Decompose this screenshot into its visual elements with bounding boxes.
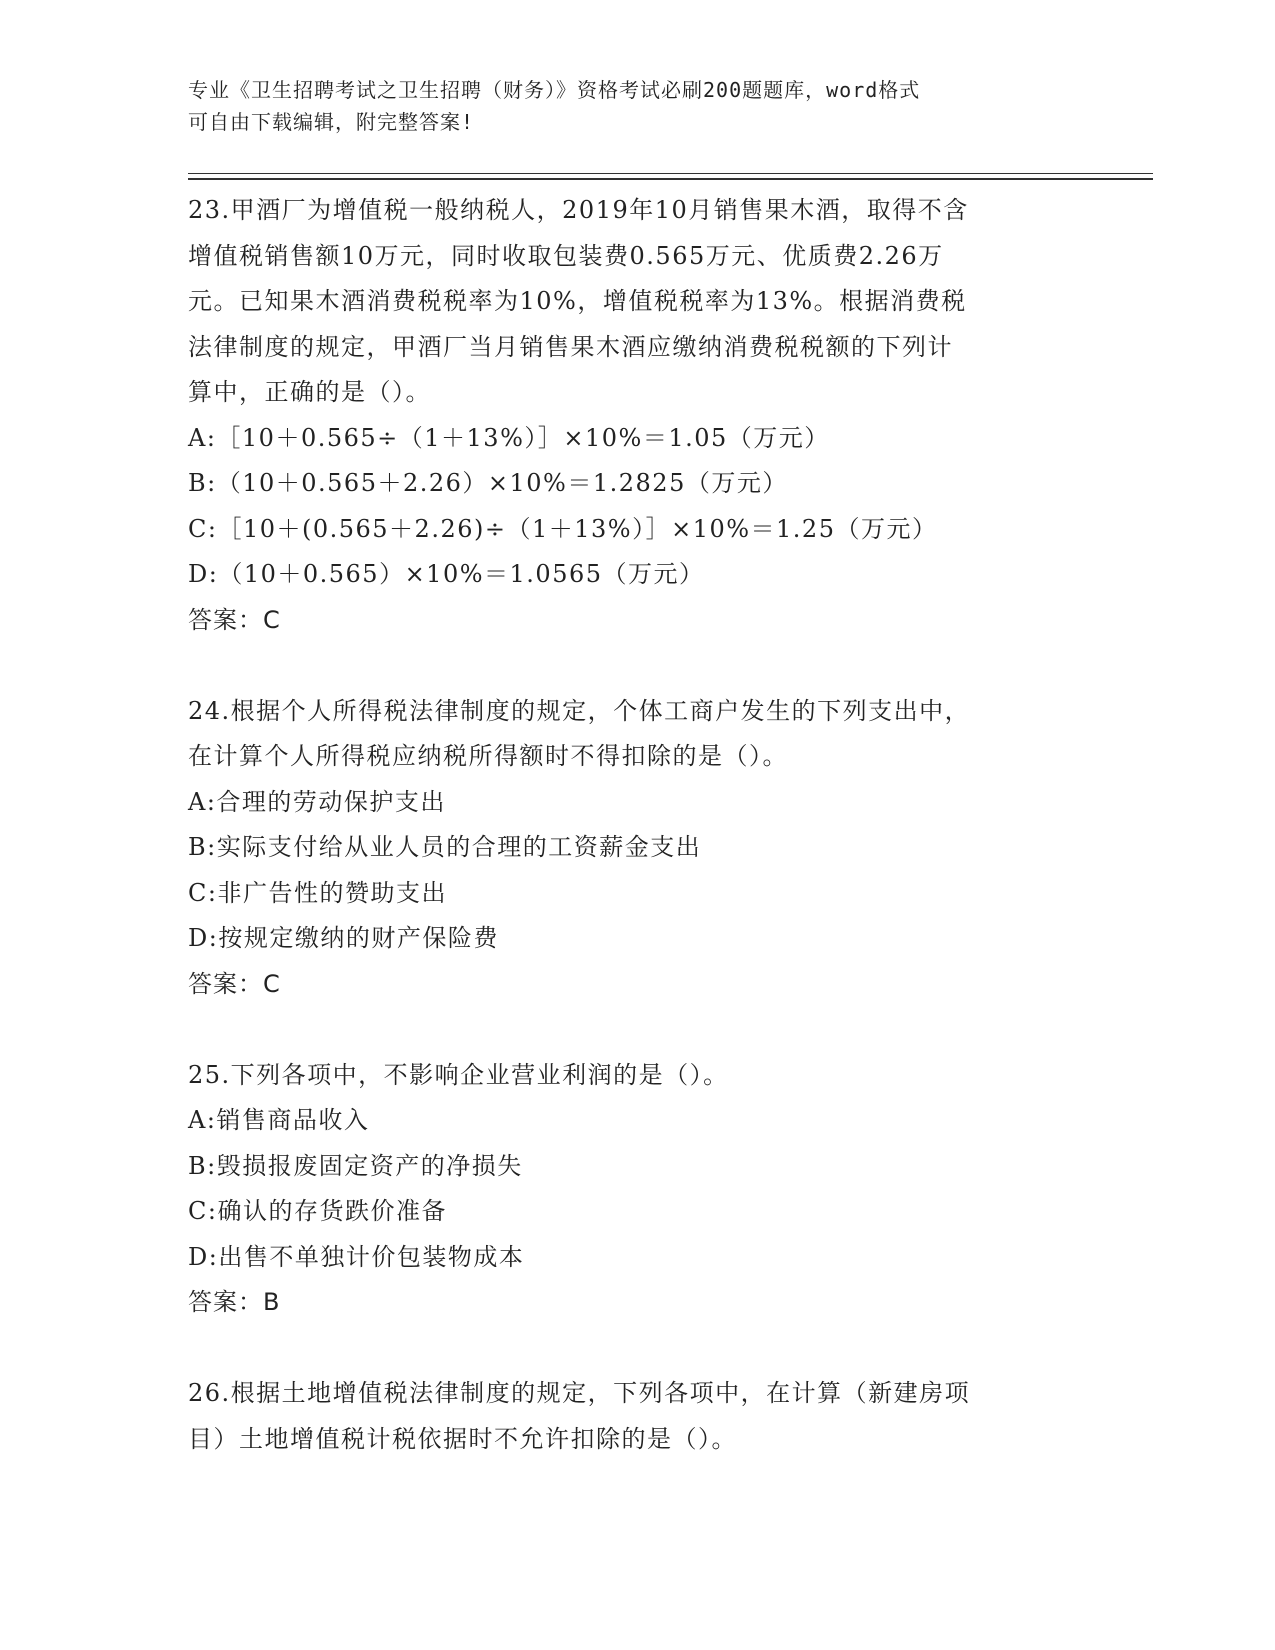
question-spacer bbox=[188, 1326, 1108, 1372]
option-a: A:合理的劳动保护支出 bbox=[188, 787, 446, 816]
option-d: D:出售不单独计价包装物成本 bbox=[188, 1242, 525, 1271]
question-23 bbox=[188, 188, 1108, 643]
question-stem-line: 在计算个人所得税应纳税所得额时不得扣除的是（）。 bbox=[188, 742, 788, 770]
question-stem-line: 24.根据个人所得税法律制度的规定，个体工商户发生的下列支出中， bbox=[188, 696, 971, 725]
option-d: D:（10＋0.565）×10%＝1.0565（万元） bbox=[188, 560, 705, 588]
question-stem-line: 算中，正确的是（）。 bbox=[188, 378, 431, 406]
question-26 bbox=[188, 1371, 1108, 1462]
question-24 bbox=[188, 689, 1108, 1008]
option-c: C:［10＋(0.565＋2.26)÷（1＋13%）］×10%＝1.25（万元） bbox=[188, 514, 938, 543]
question-spacer bbox=[188, 643, 1108, 689]
header-divider-thick bbox=[188, 178, 1153, 180]
question-spacer bbox=[188, 1007, 1108, 1053]
option-a: A:［10＋0.565÷（1＋13%）］×10%＝1.05（万元） bbox=[188, 423, 830, 452]
option-c: C:确认的存货跌价准备 bbox=[188, 1197, 447, 1225]
option-a: A:销售商品收入 bbox=[188, 1106, 370, 1134]
question-stem-line: 目）土地增值税计税依据时不允许扣除的是（）。 bbox=[188, 1424, 737, 1453]
header-divider-thin bbox=[188, 173, 1153, 174]
question-25 bbox=[188, 1053, 1108, 1326]
question-stem-line: 法律制度的规定，甲酒厂当月销售果木酒应缴纳消费税税额的下列计 bbox=[188, 332, 953, 361]
question-stem-line: 元。已知果木酒消费税税率为10%，增值税税率为13%。根据消费税 bbox=[188, 287, 967, 315]
option-b: B:实际支付给从业人员的合理的工资薪金支出 bbox=[188, 833, 702, 861]
option-c: C:非广告性的赞助支出 bbox=[188, 878, 447, 907]
option-b: B:毁损报废固定资产的净损失 bbox=[188, 1151, 523, 1180]
answer: 答案：C bbox=[188, 969, 281, 998]
question-stem-line: 增值税销售额10万元，同时收取包装费0.565万元、优质费2.26万 bbox=[188, 241, 944, 270]
header-line-2: 可自由下载编辑，附完整答案! bbox=[188, 110, 475, 134]
question-stem-line: 23.甲酒厂为增值税一般纳税人，2019年10月销售果木酒，取得不含 bbox=[188, 196, 969, 224]
question-stem-line: 26.根据土地增值税法律制度的规定，下列各项中，在计算（新建房项 bbox=[188, 1379, 971, 1407]
header-line-1: 专业《卫生招聘考试之卫生招聘（财务）》资格考试必刷200题题库，word格式 bbox=[188, 78, 921, 102]
answer: 答案：B bbox=[188, 1288, 281, 1316]
document-header bbox=[188, 74, 1068, 138]
question-stem-line: 25.下列各项中，不影响企业营业利润的是（）。 bbox=[188, 1060, 729, 1089]
option-b: B:（10＋0.565＋2.26）×10%＝1.2825（万元） bbox=[188, 469, 788, 497]
answer: 答案：C bbox=[188, 605, 281, 634]
option-d: D:按规定缴纳的财产保险费 bbox=[188, 924, 499, 952]
question-list bbox=[188, 188, 1108, 1462]
